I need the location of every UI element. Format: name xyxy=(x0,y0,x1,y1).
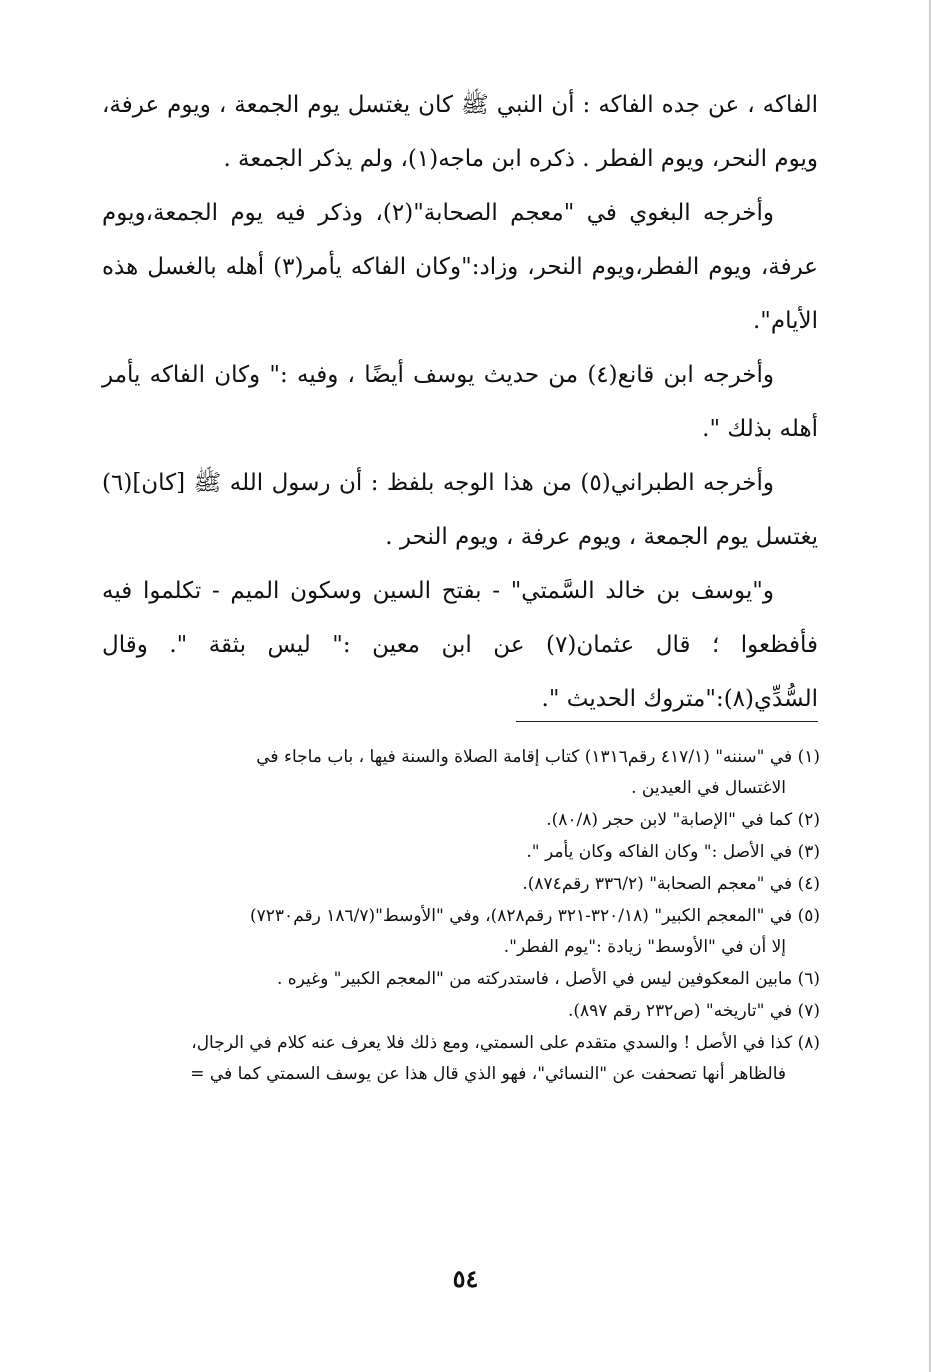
footnote-3 xyxy=(104,837,820,868)
footnote-7 xyxy=(104,996,820,1027)
paragraph: وأخرجه البغوي في "معجم الصحابة"(٢)، وذكر فيه يوم الجمعة،ويوم عرفة، ويوم الفطر،ويوم النحر، وزاد:"وكان الفاكه يأمر(٣) أهله بالغسل هذه الأيام". xyxy=(102,200,818,334)
footnote-6 xyxy=(104,964,820,995)
footnote-text: (٥) في "المعجم الكبير" (٣٢٠/١٨-٣٢١ رقم٨٢٨)، وفي "الأوسط"(١٨٦/٧ رقم٧٢٣٠) xyxy=(250,906,820,926)
paragraph: وأخرجه ابن قانع(٤) من حديث يوسف أيضًا ، وفيه :" وكان الفاكه يأمر أهله بذلك ". xyxy=(102,362,818,442)
footnote-8 xyxy=(104,1028,820,1090)
footnote-continuation: إلا أن في "الأوسط" زيادة :"يوم الفطر". xyxy=(503,937,786,957)
footnote-text: (١) في "سننه" (٤١٧/١ رقم١٣١٦) كتاب إقامة الصلاة والسنة فيها ، باب ماجاء في xyxy=(256,747,820,767)
footnote-5 xyxy=(104,901,820,963)
footnote-1 xyxy=(104,742,820,804)
footnote-text: (٢) كما في "الإصابة" لابن حجر (٨٠/٨). xyxy=(546,810,820,830)
main-text xyxy=(102,78,818,726)
paragraph: وأخرجه الطبراني(٥) من هذا الوجه بلفظ : أن رسول الله ﷺ [كان](٦) يغتسل يوم الجمعة ، ويوم عرفة ، ويوم النحر . xyxy=(102,470,818,550)
footnote-continuation: فالظاهر أنها تصحفت عن "النسائي"، فهو الذي قال هذا عن يوسف السمتي كما في = xyxy=(190,1064,786,1084)
footnote-2 xyxy=(104,805,820,836)
footnote-text: (٣) في الأصل :" وكان الفاكه وكان يأمر ". xyxy=(526,842,820,862)
footnote-continuation: الاغتسال في العيدين . xyxy=(631,778,786,798)
page-number: ٥٤ xyxy=(452,1264,479,1293)
footnote-text: (٤) في "معجم الصحابة" (٣٣٦/٢ رقم٨٧٤). xyxy=(522,874,820,894)
footnote-text: (٨) كذا في الأصل ! والسدي متقدم على السمتي، ومع ذلك فلا يعرف عنه كلام في الرجال، xyxy=(191,1033,820,1053)
footnote-separator xyxy=(516,721,818,722)
paragraph: و"يوسف بن خالد السَّمتي" - بفتح السين وسكون الميم - تكلموا فيه فأفظعوا ؛ قال عثمان(٧) عن ابن معين :" ليس بثقة ". وقال السُّدِّي(٨):"متروك الحديث ". xyxy=(102,578,818,712)
footnote-4 xyxy=(104,869,820,900)
footnotes xyxy=(104,742,820,1091)
footnote-text: (٧) في "تاريخه" (ص٢٣٢ رقم ٨٩٧). xyxy=(567,1001,820,1021)
footnote-text: (٦) مابين المعكوفين ليس في الأصل ، فاستدركته من "المعجم الكبير" وغيره . xyxy=(276,969,820,989)
paragraph: الفاكه ، عن جده الفاكه : أن النبي ﷺ كان يغتسل يوم الجمعة ، ويوم عرفة، ويوم النحر، ويوم الفطر . ذكره ابن ماجه(١)، ولم يذكر الجمعة . xyxy=(102,92,818,172)
